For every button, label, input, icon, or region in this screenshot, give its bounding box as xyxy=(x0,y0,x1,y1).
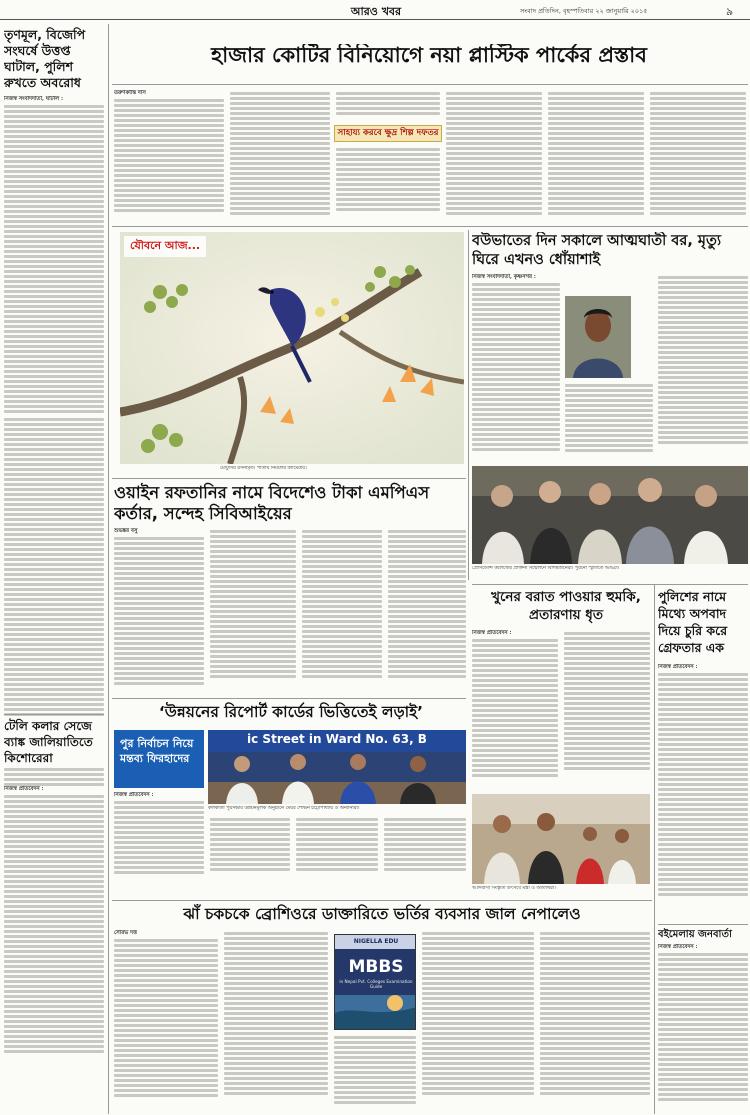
culture-photo-caption: আদিবাসী সংস্কৃতি উৎসবে মন্ত্রী ও অতিথিরা। xyxy=(472,886,556,891)
column-rule xyxy=(108,24,109,1114)
culture-photo-art xyxy=(472,794,650,884)
plastic-park-subhead: সাহায্য করবে ক্ষুদ্র শিল্প দফতর xyxy=(334,125,442,142)
plastic-park-byline: তরুণকান্তি দাস xyxy=(114,90,146,96)
page-header xyxy=(0,0,750,20)
column-rule xyxy=(468,230,469,580)
wine-col4 xyxy=(388,528,466,696)
wine-col1 xyxy=(114,528,204,696)
divider xyxy=(4,714,104,715)
suicide-col3 xyxy=(658,274,748,464)
fraud-col4 xyxy=(422,930,534,1112)
wine-headline: ওয়াইন রফতানির নামে বিদেশেও টাকা এমপিএস কর্তার, সন্দেহ সিবিআইয়ের xyxy=(114,483,430,523)
development-col4 xyxy=(384,816,466,878)
wine-col3 xyxy=(302,528,382,696)
divider xyxy=(112,226,748,227)
divider xyxy=(112,478,466,479)
masthead-date: সংবাদ প্রতিদিন, বৃহস্পতিবার ২২ জানুয়ারি ২০১৫ xyxy=(520,7,648,15)
fraud-headline: ঝাঁ চকচকে ব্রোশিওরে ডাক্তারিতে ভর্তির ব্যবসার জাল নেপালেও xyxy=(183,905,581,923)
murder-headline: খুনের বরাত পাওয়ার হুমকি, প্রতারণায় ধৃত xyxy=(491,589,641,623)
left-top-headline: তৃণমূল, বিজেপি সংঘর্ষে উত্তপ্ত ঘাটাল, পুলিশ রুখতে অবরোধ xyxy=(4,27,86,90)
brochure-brand: NIGELLA EDU xyxy=(353,938,399,945)
column-rule xyxy=(654,584,655,1114)
development-col3 xyxy=(296,816,378,878)
plastic-park-col5 xyxy=(548,90,644,222)
development-col2 xyxy=(210,816,290,878)
left-top-body xyxy=(4,96,104,416)
brochure-subtitle: in Nepal Pvt. Colleges Examination Guide xyxy=(339,979,413,990)
wine-col2 xyxy=(210,528,296,696)
text-lines xyxy=(4,105,104,413)
section-title: আরও খবর xyxy=(350,5,402,18)
fraud-col1 xyxy=(114,930,218,1112)
development-photo-caption: কলকাতা পুরসভার উন্নয়নমূলক অনুষ্ঠানে মেয়র শোভন চট্টোপাধ্যায় ও অন্যান্যরা। xyxy=(208,806,360,811)
left-top-byline: নিজস্ব সংবাদদাতা, ঘাটাল : xyxy=(4,96,64,102)
plastic-park-col1 xyxy=(114,90,224,222)
development-headline: ‘উন্নয়নের রিপোর্ট কার্ডের ভিত্তিতেই লড়াই’ xyxy=(158,703,424,721)
police-byline: নিজস্ব প্রতিবেদন : xyxy=(658,664,698,670)
left-bottom-byline: নিজস্ব প্রতিবেদন : xyxy=(4,786,44,792)
divider xyxy=(112,84,748,85)
suicide-headline: বউভাতের দিন সকালে আত্মঘাতী বর, মৃত্যু ঘিরে এখনও ধোঁয়াশাই xyxy=(472,233,722,268)
groom-portrait xyxy=(565,296,631,378)
mbbs-brochure xyxy=(334,934,416,1030)
divider xyxy=(472,584,748,585)
police-headline: পুলিশের নামে মিথ্যে অপবাদ দিয়ে চুরি করে গ্রেফতার এক xyxy=(658,589,728,655)
plastic-park-col3-top xyxy=(336,90,440,120)
development-col1 xyxy=(114,792,204,878)
right-bottom-body xyxy=(658,944,748,1112)
development-banner: ic Street in Ward No. 63, B xyxy=(247,732,427,746)
left-bottom-headline: টেলি কলার সেজে ব্যাঙ্ক জালিয়াতিতে কিশোরেরা xyxy=(4,718,104,766)
bird-photo-caption: মৌটুসির রসনামৃত। পাতায় নির্মলের ক্যামেরায়। xyxy=(220,466,307,471)
development-photo xyxy=(208,730,466,804)
culture-photo xyxy=(472,794,650,884)
group-photo xyxy=(472,466,748,564)
fraud-col5 xyxy=(540,930,650,1112)
group-photo-art xyxy=(472,466,748,564)
suicide-col2 xyxy=(565,382,653,464)
plastic-park-col6 xyxy=(650,90,746,222)
page-number: ৯ xyxy=(726,5,734,18)
police-body xyxy=(658,664,748,920)
plastic-park-col2 xyxy=(230,90,330,222)
right-bottom-headline: বইমেলায় জনবার্তা xyxy=(658,929,732,940)
murder-col2 xyxy=(564,630,650,790)
fraud-col2 xyxy=(224,930,328,1112)
suicide-byline: নিজস্ব সংবাদদাতা, কৃষ্ণনগর : xyxy=(472,274,536,280)
divider xyxy=(658,924,748,925)
plastic-park-col4 xyxy=(446,90,542,222)
fraud-col3-bottom xyxy=(334,1034,416,1112)
divider xyxy=(112,900,652,901)
murder-col1 xyxy=(472,630,558,790)
bird-photo xyxy=(120,232,464,464)
fraud-byline: সৌরভ দত্ত xyxy=(114,930,137,936)
right-bottom-byline: নিজস্ব প্রতিবেদন : xyxy=(658,944,698,950)
development-box: পুর নির্বাচন নিয়ে মন্তব্য ফিরহাদের xyxy=(114,730,204,788)
portrait-art xyxy=(565,296,631,378)
brochure-title: MBBS xyxy=(348,957,404,977)
photo-feature-tag: যৌবনে আজ... xyxy=(124,236,206,257)
development-byline: নিজস্ব প্রতিবেদন : xyxy=(114,792,154,798)
left-bottom-body xyxy=(4,786,104,1111)
divider xyxy=(112,698,466,699)
group-photo-caption: প্রেসিডেন্সি কলেজের প্রাক্তনী সম্মেলনে বিশিষ্টজনেরা। পুরনো স্মৃতিতে আড্ডা। xyxy=(472,566,620,571)
wine-byline: শুভঙ্কর বসু xyxy=(114,528,138,534)
murder-byline: নিজস্ব প্রতিবেদন : xyxy=(472,630,512,636)
plastic-park-col3 xyxy=(336,146,440,222)
bird-photo-art xyxy=(120,232,464,464)
plastic-park-headline: হাজার কোটির বিনিয়োগে নয়া প্লাস্টিক পার্কের প্রস্তাব xyxy=(211,44,647,67)
suicide-col1 xyxy=(472,274,560,464)
